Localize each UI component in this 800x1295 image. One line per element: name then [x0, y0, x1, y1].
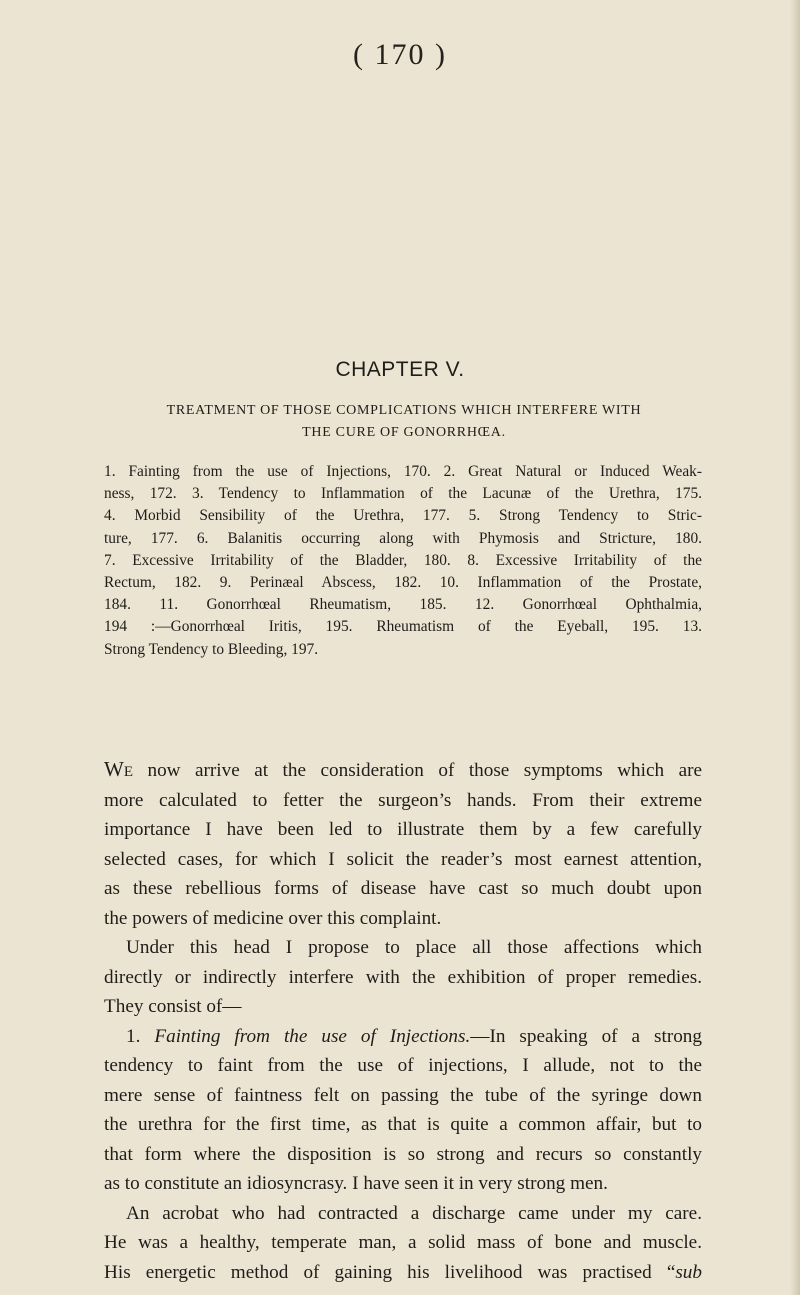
body-line: They consist of—	[104, 996, 242, 1017]
paragraph	[104, 1022, 702, 1199]
body-line: more calculated to fetter the surgeon’s hands. From their extreme	[104, 789, 702, 811]
page-edge-shadow	[790, 0, 800, 1295]
contents-line: ture, 177. 6. Balanitis occurring along with Phymosis and Stricture, 180.	[104, 529, 702, 547]
body-line-start: His energetic method of gaining his livelihood was practised “	[104, 1261, 676, 1283]
body-line: the urethra for the first time, as that is quite a common affair, but to	[104, 1114, 702, 1135]
body-line	[104, 755, 702, 786]
chapter-subtitle	[98, 400, 710, 444]
contents-line: ness, 172. 3. Tendency to Inflammation of the Lacunæ of the Urethra, 175.	[104, 485, 702, 503]
body-line: as to constitute an idiosyncrasy. I have seen it in very strong men.	[104, 1173, 608, 1194]
chapter-subtitle-line: TREATMENT OF THOSE COMPLICATIONS WHICH INTERFERE WITH	[166, 403, 642, 418]
body-line: directly or indirectly interfere with the exhibition of proper remedies.	[104, 966, 702, 988]
page-number: ( 170 )	[353, 38, 447, 71]
chapter-title: CHAPTER V.	[335, 358, 465, 381]
paragraph	[104, 755, 702, 933]
chapter-subtitle-line: THE CURE OF GONORRHŒA.	[302, 425, 506, 440]
body-line: An acrobat who had contracted a discharge came under my care.	[126, 1202, 702, 1224]
body-line: He was a healthy, temperate man, a solid mass of bone and muscle.	[104, 1232, 702, 1253]
paragraph	[104, 1199, 702, 1288]
body-line: Under this head I propose to place all those affections which	[126, 937, 702, 958]
section-number: 1.	[126, 1025, 155, 1047]
body-line-rest: now arrive at the consideration of those symptoms which are	[132, 760, 702, 781]
body-line: mere sense of faintness felt on passing the tube of the syringe down	[104, 1084, 702, 1106]
contents-line: 4. Morbid Sensibility of the Urethra, 177. 5. Strong Tendency to Stric-	[104, 507, 702, 525]
body-line	[104, 1022, 702, 1052]
body-line: selected cases, for which I solicit the reader’s most earnest attention,	[104, 848, 702, 870]
body-line: tendency to faint from the use of injections, I allude, not to the	[104, 1055, 702, 1076]
body-line: as these rebellious forms of disease have cast so much doubt upon	[104, 878, 702, 899]
section-heading: Fainting from the use of Injections.	[154, 1025, 471, 1047]
contents-line: 1. Fainting from the use of Injections, 170. 2. Great Natural or Induced Weak-	[104, 463, 702, 480]
body-text	[104, 755, 702, 1287]
body-line	[104, 1258, 702, 1288]
italic-word: sub	[675, 1261, 702, 1283]
contents-line: Rectum, 182. 9. Perinæal Abscess, 182. 10. Inflammation of the Prostate,	[104, 574, 702, 592]
body-line: the powers of medicine over this complaint.	[104, 907, 442, 929]
body-line: importance I have been led to illustrate them by a few carefully	[104, 819, 702, 840]
contents-line: 194 :—Gonorrhœal Iritis, 195. Rheumatism of the Eyeball, 195. 13.	[104, 618, 702, 636]
body-line: that form where the disposition is so strong and recurs so constantly	[104, 1143, 702, 1165]
contents-line: Strong Tendency to Bleeding, 197.	[104, 640, 319, 658]
contents-line: 7. Excessive Irritability of the Bladder, 180. 8. Excessive Irritability of the	[104, 551, 702, 569]
paragraph-first-word: We	[104, 757, 133, 781]
paragraph	[104, 933, 702, 1022]
chapter-contents-summary	[104, 461, 702, 661]
body-line-rest: —In speaking of a strong	[470, 1025, 702, 1047]
contents-line: 184. 11. Gonorrhœal Rheumatism, 185. 12. Gonorrhœal Ophthalmia,	[104, 596, 702, 614]
